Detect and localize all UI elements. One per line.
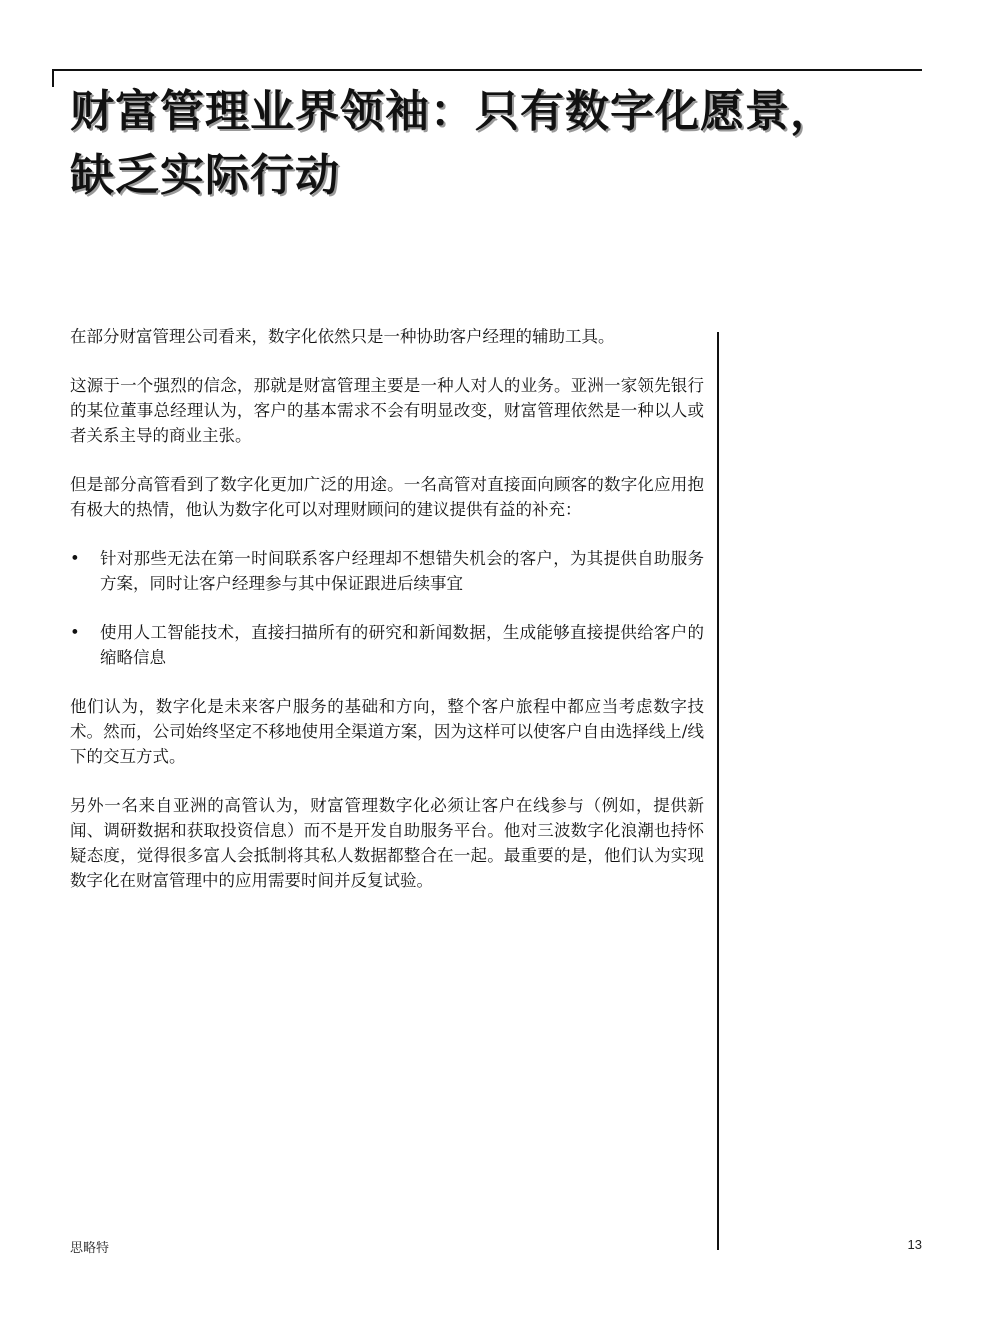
bullet-marker: • xyxy=(70,549,80,568)
top-rule xyxy=(52,69,922,71)
bullet-marker: • xyxy=(70,623,80,642)
bullet-list xyxy=(70,546,704,670)
paragraph-3: 但是部分高管看到了数字化更加广泛的用途。一名高管对直接面向顾客的数字化应用抱有极大的热情，他认为数字化可以对理财顾问的建议提供有益的补充： xyxy=(70,475,704,519)
page-number: 13 xyxy=(907,1237,922,1252)
bullet-text: 针对那些无法在第一时间联系客户经理却不想错失机会的客户，为其提供自助服务方案，同时让客户经理参与其中保证跟进后续事宜 xyxy=(100,549,704,593)
paragraph-2: 这源于一个强烈的信念，那就是财富管理主要是一种人对人的业务。亚洲一家领先银行的某位董事总经理认为，客户的基本需求不会有明显改变，财富管理依然是一种以人或者关系主导的商业主张。 xyxy=(70,376,704,445)
paragraph-1: 在部分财富管理公司看来，数字化依然只是一种协助客户经理的辅助工具。 xyxy=(70,327,615,346)
bullet-item xyxy=(70,546,704,596)
page-title-line-1: 财富管理业界领袖：只有数字化愿景， xyxy=(70,86,835,137)
bullet-item xyxy=(70,620,704,670)
paragraph-4: 他们认为，数字化是未来客户服务的基础和方向，整个客户旅程中都应当考虑数字技术。然而，公司始终坚定不移地使用全渠道方案，因为这样可以使客户自由选择线上/线下的交互方式。 xyxy=(70,697,704,766)
body-column xyxy=(70,324,704,917)
page-title xyxy=(70,80,930,208)
top-rule-tick xyxy=(52,69,54,87)
column-divider xyxy=(717,332,719,1250)
paragraph-5: 另外一名来自亚洲的高管认为，财富管理数字化必须让客户在线参与（例如，提供新闻、调研数据和获取投资信息）而不是开发自助服务平台。他对三波数字化浪潮也持怀疑态度，觉得很多富人会抵制将其私人数据都整合在一起。最重要的是，他们认为实现数字化在财富管理中的应用需要时间并反复试验。 xyxy=(70,796,704,890)
page-title-line-2: 缺乏实际行动 xyxy=(70,150,340,201)
bullet-text: 使用人工智能技术，直接扫描所有的研究和新闻数据，生成能够直接提供给客户的缩略信息 xyxy=(100,623,704,667)
footer-brand: 思略特 xyxy=(70,1241,110,1256)
